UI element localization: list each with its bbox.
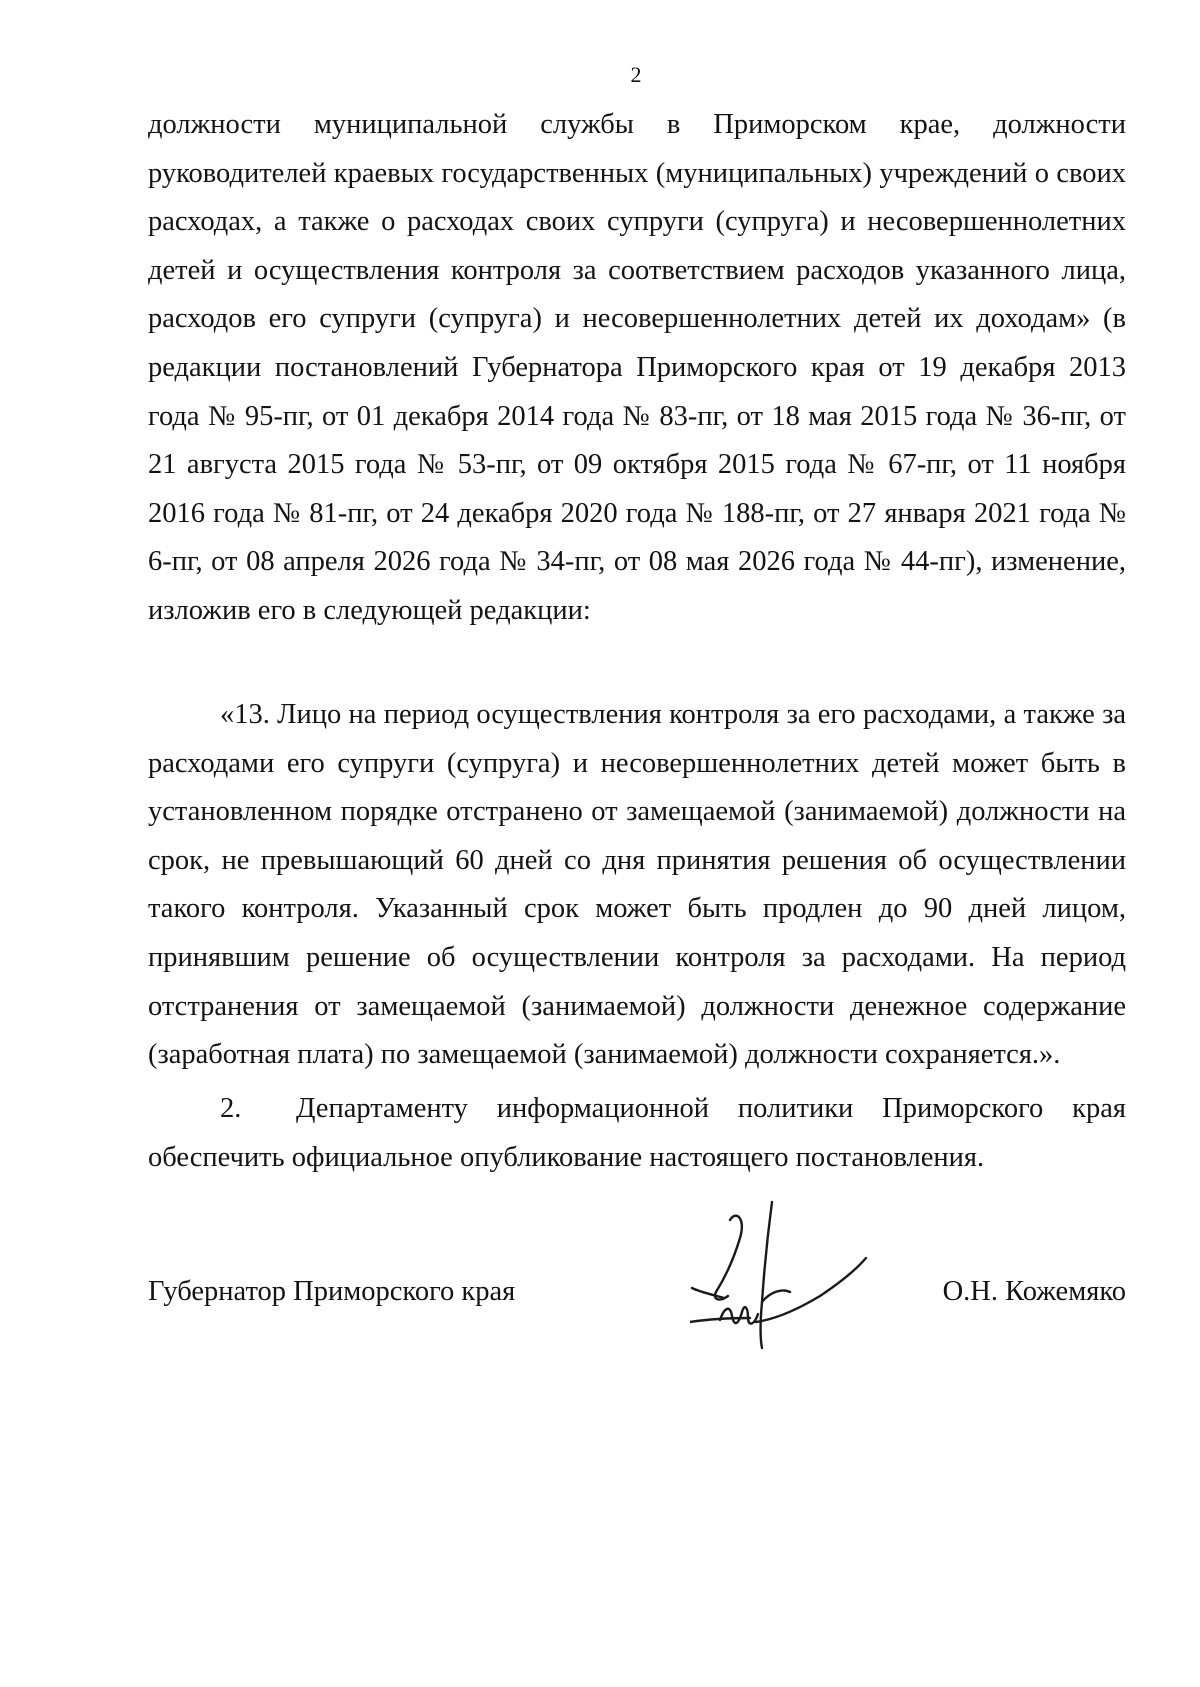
paragraph-item-2: [148, 1085, 1126, 1182]
paragraph-continuation: должности муниципальной службы в Приморском крае, должности руководителей краевых государственных (муниципальных) учреждений о своих расходах, а также о расходах своих супруги (супруга) и несовершеннолетних детей и осуществления контроля за соответствием расходов указанного лица, расходов его супруги (супруга) и несовершеннолетних детей их доходам» (в редакции постановлений Губернатора Приморского края от 19 декабря 2013 года № 95-пг, от 01 декабря 2014 года № 83-пг, от 18 мая 2015 года № 36-пг, от 21 августа 2015 года № 53-пг, от 09 октября 2015 года № 67-пг, от 11 ноября 2016 года № 81-пг, от 24 декабря 2020 года № 188-пг, от 27 января 2021 года № 6-пг, от 08 апреля 2026 года № 34-пг, от 08 мая 2026 года № 44-пг), изменение, изложив его в следующей редакции:: [148, 109, 1126, 626]
page-number: 2: [630, 62, 642, 87]
item-2-first-line-text: Департаменту информационной политики Приморского края: [296, 1093, 1126, 1124]
item-2-rest-text: обеспечить официальное опубликование настоящего постановления.: [148, 1141, 985, 1173]
signer-title: Губернатор Приморского края: [148, 1276, 516, 1307]
item-number: 2.: [220, 1093, 242, 1124]
signer-name: О.Н. Кожемяко: [942, 1276, 1126, 1307]
handwritten-signature: [690, 1192, 890, 1362]
paragraph-item-2-first-line: [148, 1085, 1126, 1134]
paragraph-item-13-quote: «13. Лицо на период осуществления контроля за его расходами, а также за расходами его супруги (супруга) и несовершеннолетних детей может быть в установленном порядке отстранено от замещаемой (занимаемой) должности на срок, не превышающий 60 дней со дня принятия решения об осуществлении такого контроля. Указанный срок может быть продлен до 90 дней лицом, принявшим решение об осуществлении контроля за расходами. На период отстранения от замещаемой (занимаемой) должности денежное содержание (заработная плата) по замещаемой (занимаемой) должности сохраняется.».: [148, 699, 1126, 1071]
